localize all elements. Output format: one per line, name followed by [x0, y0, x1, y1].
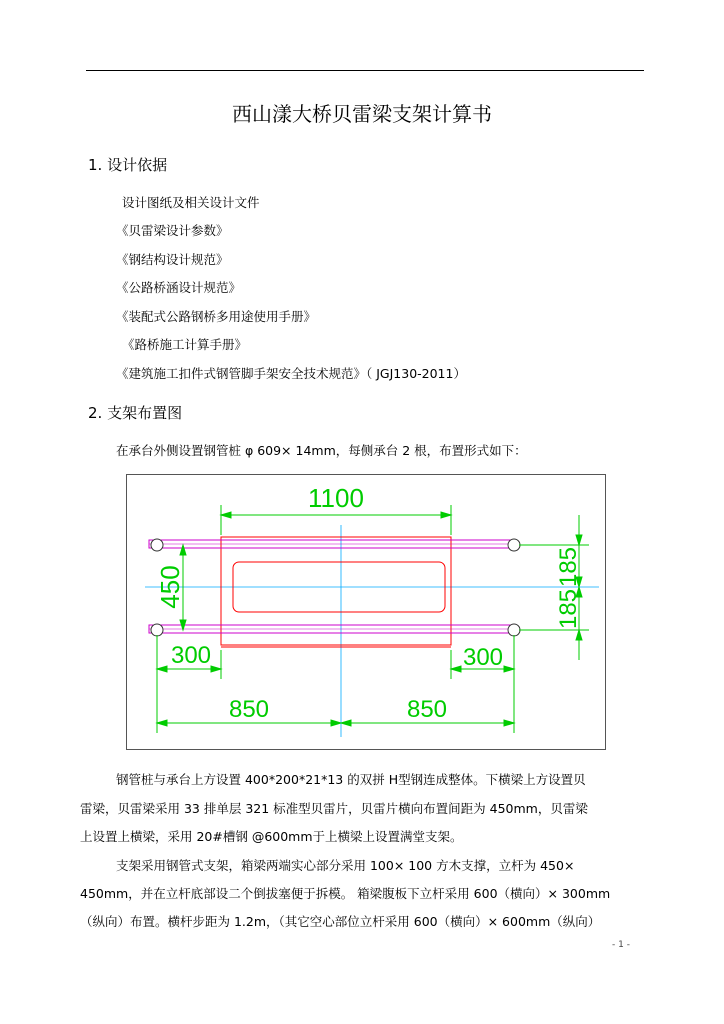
dimension-label: 850: [228, 696, 270, 723]
list-item: 《钢结构设计规范》: [116, 252, 229, 267]
paragraph-line: （纵向）布置。横杆步距为 1.2m，（其它空心部位立杆采用 600（横向）× 600mm（纵向）: [80, 914, 601, 929]
list-item: 《建筑施工扣件式钢管脚手架安全技术规范》（ JGJ130-2011）: [116, 366, 466, 381]
dimension-label: 300: [170, 642, 212, 669]
page-number: - 1 -: [612, 940, 630, 950]
section1-heading: 1. 设计依据: [88, 156, 168, 174]
dimension-label: 300: [462, 644, 504, 671]
steel-pipe-pile: [151, 624, 163, 636]
paragraph-line: 支架采用钢管式支架，箱梁两端实心部分采用 100× 100 方木支撑，立杆为 450×: [116, 858, 575, 873]
paragraph-line: 雷梁，贝雷梁采用 33 排单层 321 标准型贝雷片，贝雷片横向布置间距为 450mm，贝雷梁: [80, 801, 588, 816]
page-title: 西山漾大桥贝雷梁支架计算书: [232, 102, 492, 126]
list-item: 《路桥施工计算手册》: [122, 337, 248, 352]
support-layout-figure: [126, 474, 606, 750]
dimension-label: 1100: [308, 483, 364, 513]
header-rule: [86, 70, 644, 71]
list-item: 《装配式公路钢桥多用途使用手册》: [116, 309, 317, 324]
list-item: 《公路桥涵设计规范》: [116, 280, 242, 295]
list-item: 《贝雷梁设计参数》: [116, 223, 229, 238]
dimension-label: 185: [555, 588, 582, 630]
paragraph-line: 钢管桩与承台上方设置 400*200*21*13 的双拼 H型钢连成整体。下横梁上方设置贝: [116, 772, 586, 787]
steel-pipe-pile: [508, 539, 520, 551]
dimension-label: 450: [155, 565, 185, 609]
paragraph-line: 上设置上横梁，采用 20#槽钢 @600mm于上横梁上设置满堂支架。: [80, 829, 463, 844]
steel-pipe-pile: [151, 539, 163, 551]
layout-drawing: [127, 475, 605, 749]
steel-pipe-pile: [508, 624, 520, 636]
dimension-850-pair: [157, 720, 514, 726]
list-item: 设计图纸及相关设计文件: [122, 195, 260, 210]
dimension-label: 185: [555, 546, 582, 588]
section2-heading: 2. 支架布置图: [88, 404, 183, 422]
dimension-label: 850: [406, 696, 448, 723]
section2-intro: 在承台外侧设置钢管桩 φ 609× 14mm，每侧承台 2 根，布置形式如下：: [116, 443, 527, 458]
paragraph-line: 450mm，并在立杆底部设二个倒拔塞便于拆模。 箱梁腹板下立杆采用 600（横向）× 300mm: [80, 886, 611, 901]
